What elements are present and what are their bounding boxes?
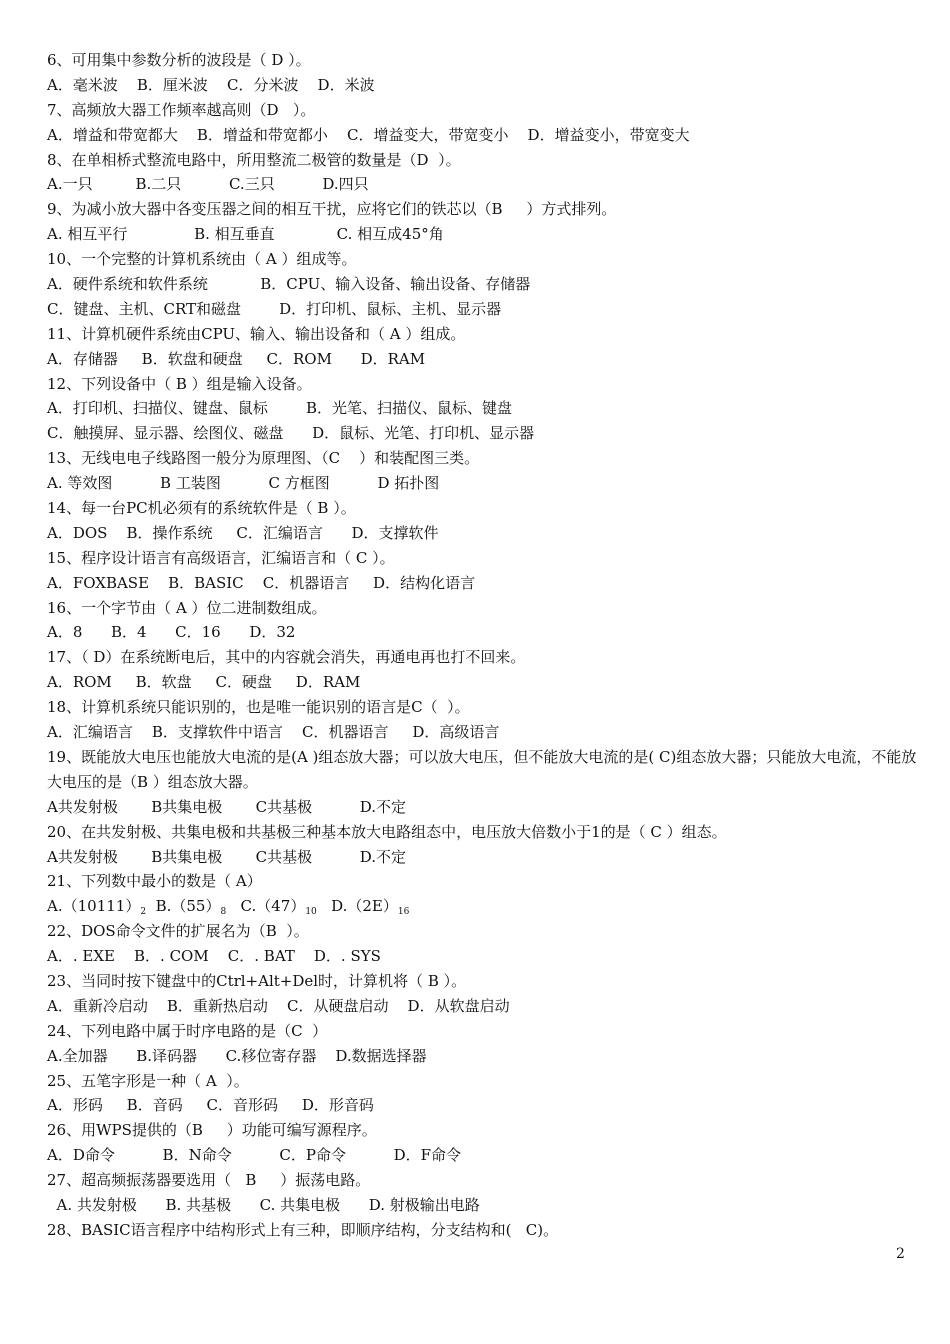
page-number: 2: [896, 1246, 905, 1262]
question-22: 22、DOS命令文件的扩展名为（B ）。: [47, 922, 309, 941]
question-10: 10、一个完整的计算机系统由（ A ）组成等。: [47, 250, 357, 269]
option-21-a: $A.(10111)_2$: [47, 897, 147, 918]
question-15: 15、程序设计语言有高级语言，汇编语言和（ C ）。: [47, 548, 395, 567]
options-16: A．8 B．4 C．16 D．32: [47, 623, 296, 642]
option-21-c-base: 10: [305, 907, 317, 918]
question-17: 17、（ D）在系统断电后，其中的内容就会消失，再通电再也打不回来。: [47, 648, 526, 667]
option-21-a-base: 2: [140, 907, 147, 918]
options-10-ab: A．硬件系统和软件系统 B．CPU、输入设备、输出设备、存储器: [47, 275, 531, 294]
options-19: A共发射极 B共集电极 C共基极 D.不定: [47, 797, 407, 816]
option-21-b: $B.(55)_8$: [146, 897, 227, 918]
question-18: 18、计算机系统只能识别的，也是唯一能识别的语言是C（ ）。: [47, 698, 470, 717]
options-13: A. 等效图 B 工装图 C 方框图 D 拓扑图: [47, 474, 440, 493]
options-14: A．DOS B．操作系统 C．汇编语言 D．支撑软件: [47, 523, 439, 542]
question-24: 24、下列电路中属于时序电路的是（C ）: [47, 1021, 328, 1040]
options-11: A．存储器 B．软盘和硬盘 C．ROM D．RAM: [47, 349, 426, 368]
question-20: 20、在共发射极、共集电极和共基极三种基本放大电路组态中，电压放大倍数小于1的是（ C ）组态。: [47, 822, 727, 841]
options-12-cd: C．触摸屏、显示器、绘图仪、磁盘 D．鼠标、光笔、打印机、显示器: [47, 424, 535, 443]
options-17: A．ROM B．软盘 C．硬盘 D．RAM: [47, 673, 361, 692]
options-18: A．汇编语言 B．支撑软件中语言 C．机器语言 D．高级语言: [47, 723, 500, 742]
question-12: 12、下列设备中（ B ）组是输入设备。: [47, 374, 312, 393]
question-28: 28、BASIC语言程序中结构形式上有三种，即顺序结构，分支结构和( C)。: [47, 1220, 559, 1239]
options-20: A共发射极 B共集电极 C共基极 D.不定: [47, 847, 407, 866]
question-8: 8、在单相桥式整流电路中，所用整流二极管的数量是（D ）。: [47, 150, 461, 169]
question-11: 11、计算机硬件系统由CPU、输入、输出设备和（ A ）组成。: [47, 324, 466, 343]
option-21-d-base: 16: [397, 907, 410, 918]
options-22: A．. EXE B．. COM C．. BAT D．. SYS: [47, 947, 381, 966]
question-19: 19、既能放大电压也能放大电流的是(A )组态放大器；可以放大电压，但不能放大电流的是( C)组态放大器；只能放大电流，不能放大电压的是（B ）组态放大器。: [47, 747, 917, 791]
question-27: 27、超高频振荡器要选用（ B ）振荡电路。: [47, 1171, 371, 1190]
options-15: A．FOXBASE B．BASIC C．机器语言 D．结构化语言: [47, 573, 476, 592]
options-12-ab: A．打印机、扫描仪、键盘、鼠标 B．光笔、扫描仪、鼠标、键盘: [47, 399, 513, 418]
option-21-c: $C.(47)_{10}$: [226, 897, 317, 918]
options-8: A.一只 B.二只 C.三只 D.四只: [47, 175, 369, 194]
question-13: 13、无线电电子线路图一般分为原理图、（C ）和装配图三类。: [47, 449, 480, 468]
question-23: 23、当同时按下键盘中的Ctrl+Alt+Del时，计算机将（ B ）。: [47, 971, 467, 990]
question-26: 26、用WPS提供的（B ）功能可编写源程序。: [47, 1121, 377, 1140]
options-24: A.全加器 B.译码器 C.移位寄存器 D.数据选择器: [47, 1046, 427, 1065]
options-27: A. 共发射极 B. 共基极 C. 共集电极 D. 射极输出电路: [47, 1196, 480, 1214]
options-9: A. 相互平行 B. 相互垂直 C. 相互成45°角: [47, 225, 444, 244]
option-21-b-base: 8: [220, 907, 227, 918]
options-25: A．形码 B．音码 C．音形码 D．形音码: [47, 1096, 374, 1115]
options-6: A．毫米波 B．厘米波 C．分米波 D．米波: [47, 75, 375, 94]
options-23: A．重新冷启动 B．重新热启动 C．从硬盘启动 D．从软盘启动: [47, 996, 510, 1015]
question-9: 9、为减小放大器中各变压器之间的相互干扰，应将它们的铁芯以（B ）方式排列。: [47, 200, 617, 219]
question-16: 16、一个字节由（ A ）位二进制数组成。: [47, 598, 327, 617]
question-14: 14、每一台PC机必须有的系统软件是（ B ）。: [47, 499, 356, 518]
question-21: 21、下列数中最小的数是（ A）: [47, 872, 262, 891]
options-7: A．增益和带宽都大 B．增益和带宽都小 C．增益变大，带宽变小 D．增益变小，带宽变大: [47, 125, 690, 144]
options-26: A．D命令 B．N命令 C．P命令 D．F命令: [47, 1146, 462, 1165]
question-25: 25、五笔字形是一种（ A ）。: [47, 1071, 249, 1090]
options-10-cd: C．键盘、主机、CRT和磁盘 D．打印机、鼠标、主机、显示器: [47, 299, 502, 318]
option-21-d: $D.(2E)_{16}$: [316, 897, 410, 918]
options-21: [47, 894, 917, 919]
question-list: [47, 48, 917, 1243]
question-6: 6、可用集中参数分析的波段是（ D ）。: [47, 51, 311, 69]
question-7: 7、高频放大器工作频率越高则（D ）。: [47, 100, 316, 119]
